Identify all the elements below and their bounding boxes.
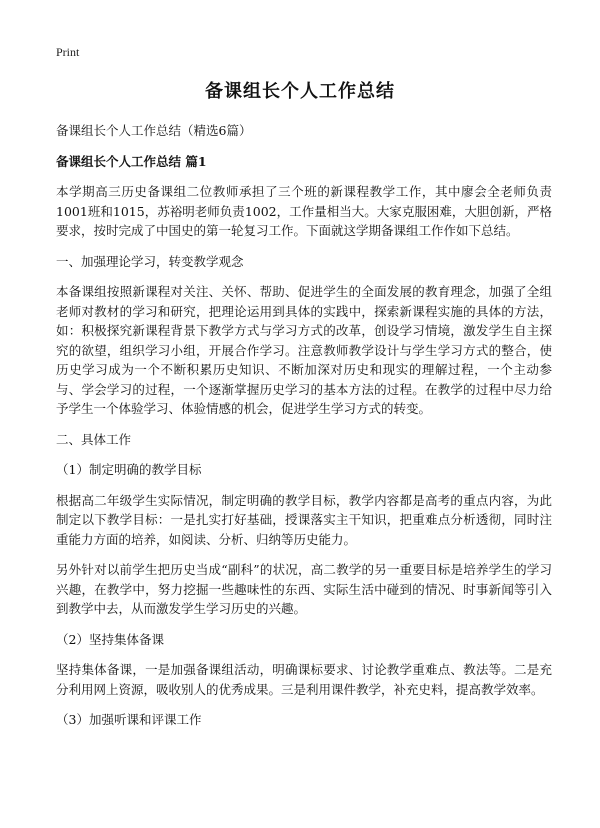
paragraph: 本备课组按照新课程对关注、关怀、帮助、促进学生的全面发展的教育理念，加强了全组老师对教材的学习和研究，把理论运用到具体的实践中，探索新课程实施的具体的方法，如：积极探究新课程背景下教学方式与学习方式的改革，创设学习情境，激发学生自主探究的欲望，组织学习小组，开展合作学习。注意教师教学设计与学生学习方式的整合，使历史学习成为一个不断积累历史知识、不断加深对历史和现实的理解过程，一个主动参与、学会学习的过程，一个逐渐掌握历史学习的基本方法的过程。在教学的过程中尽力给予学生一个体验学习、体验情感的机会，促进学生学习方式的转变。 [56,284,552,416]
section-heading: 二、具体工作 [56,431,132,447]
section-heading: （2）坚持集体备课 [56,631,164,647]
print-label: Print [56,45,80,59]
paragraph: 根据高二年级学生实际情况，制定明确的教学目标，教学内容都是高考的重点内容，为此制定以下教学目标：一是扎实打好基础，授课落实主干知识，把重难点分析透彻，同时注重能力方面的培养，如阅读、分析、归纳等历史能力。 [56,492,552,547]
document-body [56,121,552,741]
section-heading: 一、加强理论学习，转变教学观念 [56,253,244,269]
paragraph: 坚持集体备课，一是加强备课组活动，明确课标要求、讨论教学重难点、教法等。二是充分利用网上资源，吸收别人的优秀成果。三是利用课件教学，补充史料，提高教学效率。 [56,662,552,697]
section-title: 备课组长个人工作总结 篇1 [56,153,207,169]
paragraph: 本学期高三历史备课组二位教师承担了三个班的新课程教学工作，其中廖会全老师负责1001班和1015，苏裕明老师负责1002，工作量相当大。大家克服困难，大胆创新，严格要求，按时完成了中国史的第一轮复习工作。下面就这学期备课组工作作如下总结。 [56,184,552,238]
document-title: 备课组长个人工作总结 [205,81,395,102]
document-subtitle: 备课组长个人工作总结（精选6篇） [56,123,252,138]
section-heading: （1）制定明确的教学目标 [56,462,202,477]
content-blocks [56,182,552,730]
paragraph: 另外针对以前学生把历史当成“副科”的状况，高二教学的另一重要目标是培养学生的学习兴趣，在教学中，努力挖掘一些趣味性的东西、实际生活中碰到的情况、时事新闻等引入到教学中去，从而激发学生学习历史的兴趣。 [56,562,552,616]
section-heading: （3）加强听课和评课工作 [56,712,202,727]
